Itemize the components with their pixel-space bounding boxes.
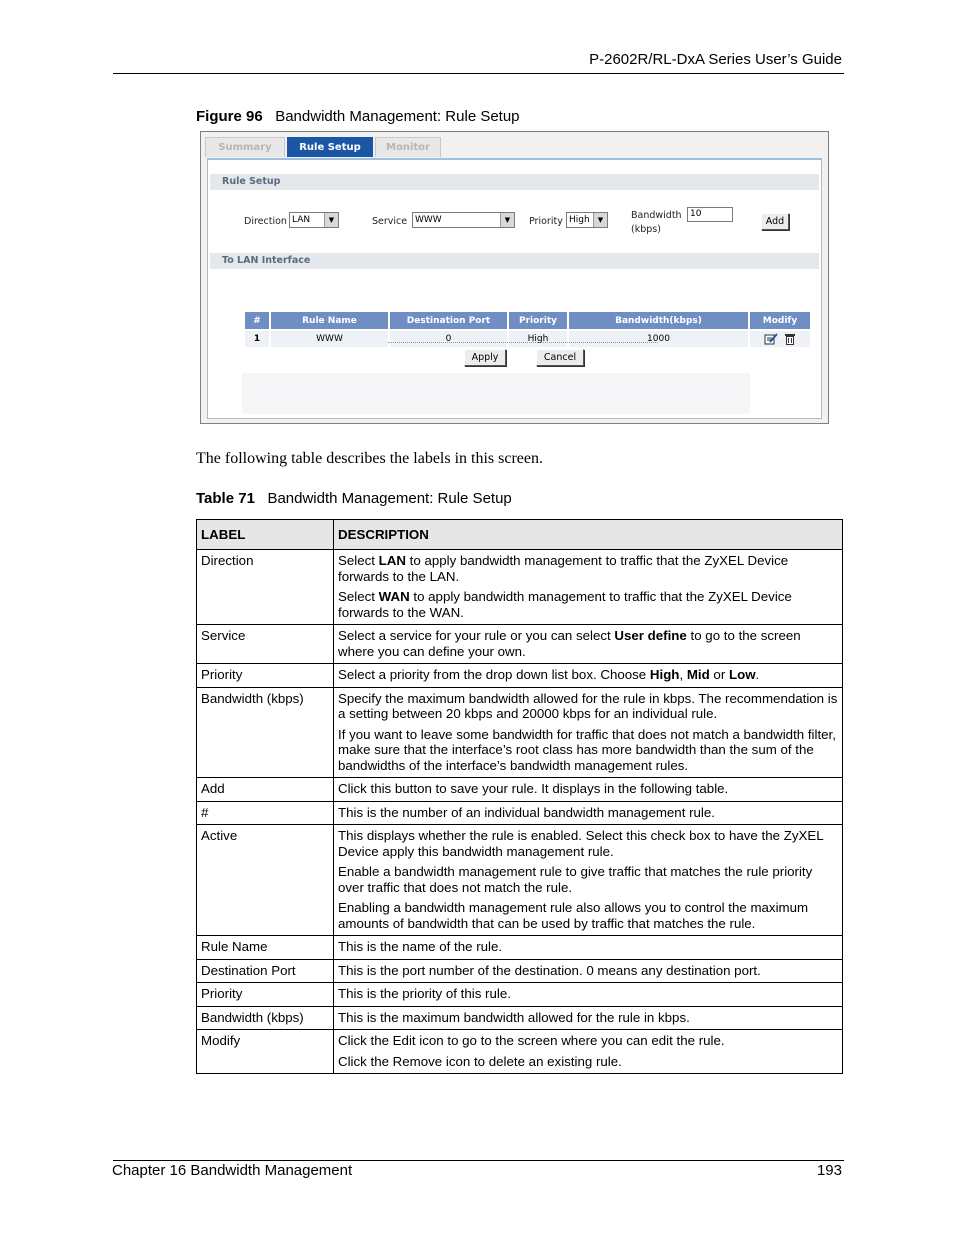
table-row — [197, 983, 843, 1007]
tab-rule-setup[interactable]: Rule Setup — [287, 137, 373, 157]
description-text: Click this button to save your rule. It displays in the following table. — [338, 781, 729, 796]
row-description — [334, 801, 843, 825]
description-text: Select — [338, 553, 379, 568]
description-text: Click the Remove icon to delete an existing rule. — [338, 1053, 622, 1069]
description-text: to apply bandwidth management to traffic that the ZyXEL Device forwards to the LAN. — [338, 553, 789, 584]
bandwidth-label — [631, 209, 682, 237]
description-text: or — [709, 667, 729, 682]
description-text: to apply bandwidth management to traffic that the ZyXEL Device forwards to the WAN. — [338, 589, 792, 620]
rule-table-header — [245, 312, 810, 329]
table-title: Bandwidth Management: Rule Setup — [267, 490, 512, 507]
row-description — [334, 825, 843, 936]
row-modify — [750, 331, 810, 347]
description-paragraph — [338, 781, 838, 797]
description-text: High — [649, 667, 680, 682]
description-paragraph — [338, 828, 838, 859]
col-destination-port: Destination Port — [390, 312, 507, 329]
row-bandwidth: 1000 — [569, 331, 748, 347]
row-label: Direction — [197, 550, 334, 625]
empty-panel — [242, 373, 750, 414]
table-row — [197, 801, 843, 825]
dotted-divider — [388, 342, 658, 343]
section-rule-setup: Rule Setup — [210, 174, 819, 190]
priority-value: High — [569, 215, 590, 225]
col-modify: Modify — [750, 312, 810, 329]
table-label: Table 71 — [196, 490, 255, 507]
description-paragraph — [338, 1054, 838, 1070]
figure-label: Figure 96 — [196, 108, 263, 125]
row-label: Bandwidth (kbps) — [197, 687, 334, 778]
footer-rule — [113, 1160, 844, 1161]
description-text: Select a service for your rule or you can select — [338, 628, 615, 643]
header-description: DESCRIPTION — [334, 520, 843, 550]
description-paragraph — [338, 986, 838, 1002]
description-text: to go to the screen where you can define your own. — [338, 628, 801, 659]
col-priority: Priority — [509, 312, 567, 329]
description-text: Select a priority from the drop down list box. Choose — [338, 667, 650, 682]
figure-caption — [196, 108, 520, 125]
row-description — [334, 936, 843, 960]
row-label: Add — [197, 778, 334, 802]
header-rule — [113, 73, 844, 74]
chevron-down-icon: ▼ — [500, 213, 514, 227]
description-table-header — [197, 520, 843, 550]
description-text: This is the port number of the destination. 0 means any destination port. — [338, 962, 761, 978]
row-label: Priority — [197, 983, 334, 1007]
footer-chapter: Chapter 16 Bandwidth Management — [112, 1162, 353, 1179]
col-number: # — [245, 312, 269, 329]
description-paragraph — [338, 963, 838, 979]
header-label: LABEL — [197, 520, 334, 550]
description-text: User define — [614, 628, 687, 643]
description-paragraph — [338, 553, 838, 584]
description-table-body — [197, 550, 843, 1074]
row-label: Rule Name — [197, 936, 334, 960]
table-row — [197, 687, 843, 778]
table-row — [197, 778, 843, 802]
row-description — [334, 983, 843, 1007]
chevron-down-icon: ▼ — [324, 213, 338, 227]
description-paragraph — [338, 805, 838, 821]
description-paragraph — [338, 1033, 838, 1049]
apply-button[interactable]: Apply — [464, 349, 506, 366]
chevron-down-icon: ▼ — [593, 213, 607, 227]
row-rule-name: WWW — [271, 331, 388, 347]
row-label: Modify — [197, 1030, 334, 1074]
bandwidth-input[interactable]: 10 — [687, 207, 733, 222]
description-paragraph — [338, 864, 838, 895]
figure-title: Bandwidth Management: Rule Setup — [275, 108, 520, 125]
row-description — [334, 625, 843, 664]
rule-setup-panel — [207, 158, 822, 419]
table-row — [245, 331, 810, 347]
direction-label: Direction — [244, 216, 287, 227]
description-text: This is the priority of this rule. — [338, 986, 511, 1001]
row-number: 1 — [245, 331, 269, 347]
description-text: Mid — [686, 667, 710, 682]
edit-icon[interactable] — [764, 333, 778, 345]
service-label: Service — [372, 216, 408, 227]
row-dest-port: 0 — [390, 331, 507, 347]
priority-select[interactable] — [566, 212, 608, 228]
description-text: This is the name of the rule. — [338, 939, 503, 954]
table-caption — [196, 490, 512, 507]
description-paragraph — [338, 667, 838, 683]
col-rule-name: Rule Name — [271, 312, 388, 329]
row-description — [334, 664, 843, 688]
row-description — [334, 959, 843, 983]
cancel-button[interactable]: Cancel — [536, 349, 584, 366]
table-row — [197, 625, 843, 664]
description-paragraph — [338, 691, 838, 722]
description-paragraph — [338, 1010, 838, 1026]
trash-icon[interactable] — [784, 333, 796, 345]
description-text: LAN — [378, 553, 406, 568]
description-paragraph — [338, 589, 838, 620]
description-text: . — [755, 667, 760, 682]
description-text: Click the Edit icon to go to the screen where you can edit the rule. — [338, 1033, 725, 1048]
add-button[interactable]: Add — [761, 213, 789, 230]
row-label: Bandwidth (kbps) — [197, 1006, 334, 1030]
row-description — [334, 1006, 843, 1030]
priority-label: Priority — [529, 216, 563, 227]
table-row — [197, 550, 843, 625]
page-number: 193 — [816, 1162, 842, 1179]
direction-value: LAN — [292, 215, 311, 225]
row-description — [334, 687, 843, 778]
description-text: Specify the maximum bandwidth allowed for the rule in kbps. The recommendation is a setting between 20 kbps and 20000 kbps for an individual rule. — [338, 690, 838, 721]
description-paragraph — [338, 900, 838, 931]
table-row — [197, 936, 843, 960]
table-row — [197, 1030, 843, 1074]
tab-summary[interactable]: Summary — [205, 137, 285, 157]
description-text: This displays whether the rule is enabled. Select this check box to have the ZyXEL Device apply this bandwidth management rule. — [338, 828, 824, 859]
row-description — [334, 550, 843, 625]
row-label: Service — [197, 625, 334, 664]
row-description — [334, 778, 843, 802]
service-value: WWW — [415, 215, 442, 225]
row-label: Destination Port — [197, 959, 334, 983]
tab-monitor[interactable]: Monitor — [375, 137, 441, 157]
description-text: Select — [338, 589, 379, 604]
table-row — [197, 1006, 843, 1030]
rule-setup-screenshot — [200, 131, 829, 424]
description-text: If you want to leave some bandwidth for traffic that does not match a bandwidth filter, make sure that the interface’s root class has more bandwidth than the sum of the bandwidths of the interface’s bandwidth management rules. — [338, 726, 836, 773]
bandwidth-unit: (kbps) — [631, 224, 661, 235]
section-lan-interface: To LAN Interface — [210, 253, 819, 269]
bandwidth-label-text: Bandwidth — [631, 210, 682, 221]
description-paragraph — [338, 628, 838, 659]
col-bandwidth: Bandwidth(kbps) — [569, 312, 748, 329]
row-label: Active — [197, 825, 334, 936]
description-text: WAN — [378, 589, 410, 604]
description-text: Enable a bandwidth management rule to give traffic that matches the rule priority over traffic that does not match the rule. — [338, 864, 813, 895]
description-text: Enabling a bandwidth management rule also allows you to control the maximum amounts of bandwidth that can be used by traffic that matches the rule. — [338, 900, 809, 931]
row-label: # — [197, 801, 334, 825]
direction-select[interactable] — [289, 212, 339, 228]
row-label: Priority — [197, 664, 334, 688]
table-row — [197, 959, 843, 983]
table-row — [197, 664, 843, 688]
description-text: Low — [728, 667, 756, 682]
table-row — [197, 825, 843, 936]
row-priority: High — [509, 331, 567, 347]
description-text: , — [679, 667, 687, 682]
intro-text: The following table describes the labels in this screen. — [196, 450, 544, 467]
description-paragraph — [338, 939, 838, 955]
description-text: This is the maximum bandwidth allowed for the rule in kbps. — [338, 1009, 690, 1025]
description-table — [196, 519, 843, 1074]
service-select[interactable] — [412, 212, 515, 228]
guide-title: P-2602R/RL-DxA Series User’s Guide — [589, 51, 842, 68]
row-description — [334, 1030, 843, 1074]
description-paragraph — [338, 727, 838, 774]
description-text: This is the number of an individual bandwidth management rule. — [338, 804, 715, 820]
